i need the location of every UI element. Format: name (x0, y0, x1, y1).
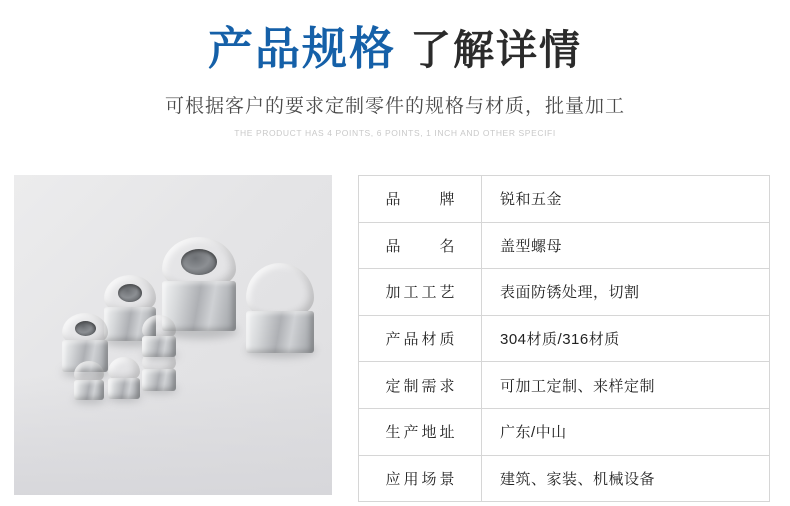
spec-table (358, 175, 770, 502)
spec-label: 产品材质 (359, 316, 482, 362)
cap-nut-tiny-4 (142, 315, 176, 359)
table-row (359, 223, 769, 270)
table-row (359, 176, 769, 223)
spec-value: 建筑、家装、机械设备 (500, 470, 656, 488)
page-subtitle: 可根据客户的要求定制零件的规格与材质，批量加工 (164, 96, 625, 117)
table-row (359, 456, 769, 503)
photo-floor-gradient (14, 375, 332, 495)
spec-label: 生产地址 (359, 409, 482, 455)
cap-nut-large-thread-hole (181, 249, 217, 275)
page-title-sub: 了解详情 (410, 27, 582, 73)
spec-value: 盖型螺母 (500, 237, 563, 255)
page-title (0, 23, 790, 74)
cap-nut-tiny-2 (108, 357, 140, 401)
table-row (359, 362, 769, 409)
cap-nut-right (246, 263, 314, 355)
table-row (359, 269, 769, 316)
spec-label: 品 名 (359, 223, 482, 269)
product-photo (14, 175, 332, 495)
cap-nut-tiny-3-body (74, 380, 104, 400)
spec-label: 定制需求 (359, 362, 482, 408)
page-title-main: 产品规格 (207, 23, 396, 74)
table-row (359, 316, 769, 363)
cap-nut-small-far-left-hole (75, 321, 96, 336)
spec-label: 品 牌 (359, 176, 482, 222)
spec-label: 应用场景 (359, 456, 482, 502)
cap-nut-medium-left-hole (118, 284, 142, 302)
spec-value: 可加工定制、来样定制 (500, 377, 656, 395)
cap-nut-tiny-3 (74, 361, 104, 403)
page-header (0, 0, 790, 138)
content-area (0, 175, 790, 502)
table-row (359, 409, 769, 456)
spec-value: 表面防锈处理，切割 (500, 284, 640, 302)
spec-value: 广东/中山 (500, 424, 567, 442)
cap-nut-tiny-2-body (108, 378, 140, 399)
page-english-caption: THE PRODUCT HAS 4 POINTS, 6 POINTS, 1 INCH AND OTHER SPECIFI (234, 128, 556, 138)
cap-nut-tiny-1-body (142, 369, 176, 391)
cap-nut-tiny-4-body (142, 336, 176, 357)
spec-value: 锐和五金 (500, 191, 563, 209)
spec-label: 加工工艺 (359, 269, 482, 315)
spec-value: 304材质/316材质 (500, 331, 620, 349)
cap-nut-right-body (246, 311, 314, 353)
